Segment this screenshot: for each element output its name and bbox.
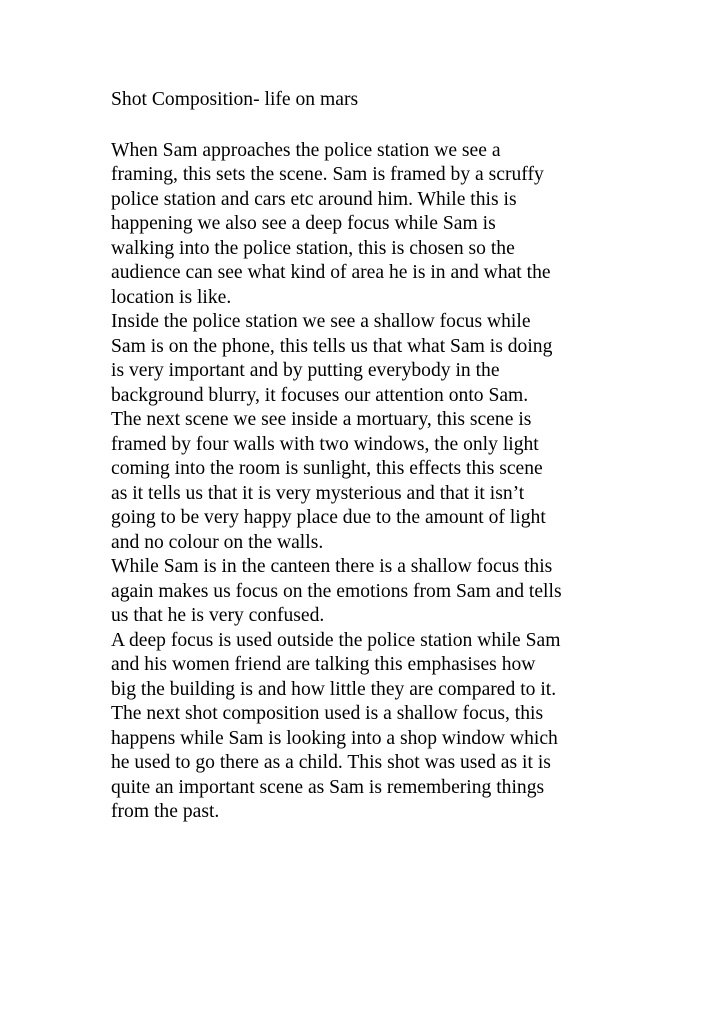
text-line: from the past. [111, 801, 220, 822]
document-text [111, 139, 671, 825]
text-line: and no colour on the walls. [111, 531, 324, 553]
text-line: location is like. [111, 286, 232, 308]
text-line: big the building is and how little they are compared to it. [111, 678, 557, 700]
text-line: is very important and by putting everybody in the [111, 360, 500, 381]
text-line: A deep focus is used outside the police station while Sam [111, 629, 561, 651]
text-line: he used to go there as a child. This shot was used as it is [111, 752, 551, 773]
text-line: When Sam approaches the police station we see a [111, 139, 501, 161]
text-line: quite an important scene as Sam is remembering things [111, 776, 545, 798]
text-line: Sam is on the phone, this tells us that what Sam is doing [111, 335, 553, 357]
text-line: happens while Sam is looking into a shop window which [111, 727, 558, 749]
text-line: Inside the police station we see a shallow focus while [111, 311, 531, 332]
text-line: walking into the police station, this is chosen so the [111, 237, 515, 259]
text-line: framed by four walls with two windows, the only light [111, 433, 539, 455]
text-line: again makes us focus on the emotions from Sam and tells [111, 580, 562, 602]
text-line: police station and cars etc around him. While this is [111, 188, 517, 210]
text-line: The next shot composition used is a shallow focus, this [111, 703, 544, 724]
text-line: coming into the room is sunlight, this effects this scene [111, 458, 543, 479]
text-line: happening we also see a deep focus while Sam is [111, 213, 496, 234]
text-line: going to be very happy place due to the amount of light [111, 507, 546, 528]
text-line: and his women friend are talking this emphasises how [111, 654, 536, 675]
text-line: background blurry, it focuses our attention onto Sam. [111, 384, 529, 406]
text-line: While Sam is in the canteen there is a shallow focus this [111, 556, 553, 577]
document-body [111, 88, 671, 825]
text-line: The next scene we see inside a mortuary, this scene is [111, 409, 532, 430]
text-line: audience can see what kind of area he is in and what the [111, 262, 551, 283]
text-line: as it tells us that it is very mysterious and that it isn’t [111, 482, 525, 504]
document-title: Shot Composition- life on mars [111, 89, 359, 110]
text-line: framing, this sets the scene. Sam is framed by a scruffy [111, 164, 544, 185]
text-line: us that he is very confused. [111, 605, 325, 626]
